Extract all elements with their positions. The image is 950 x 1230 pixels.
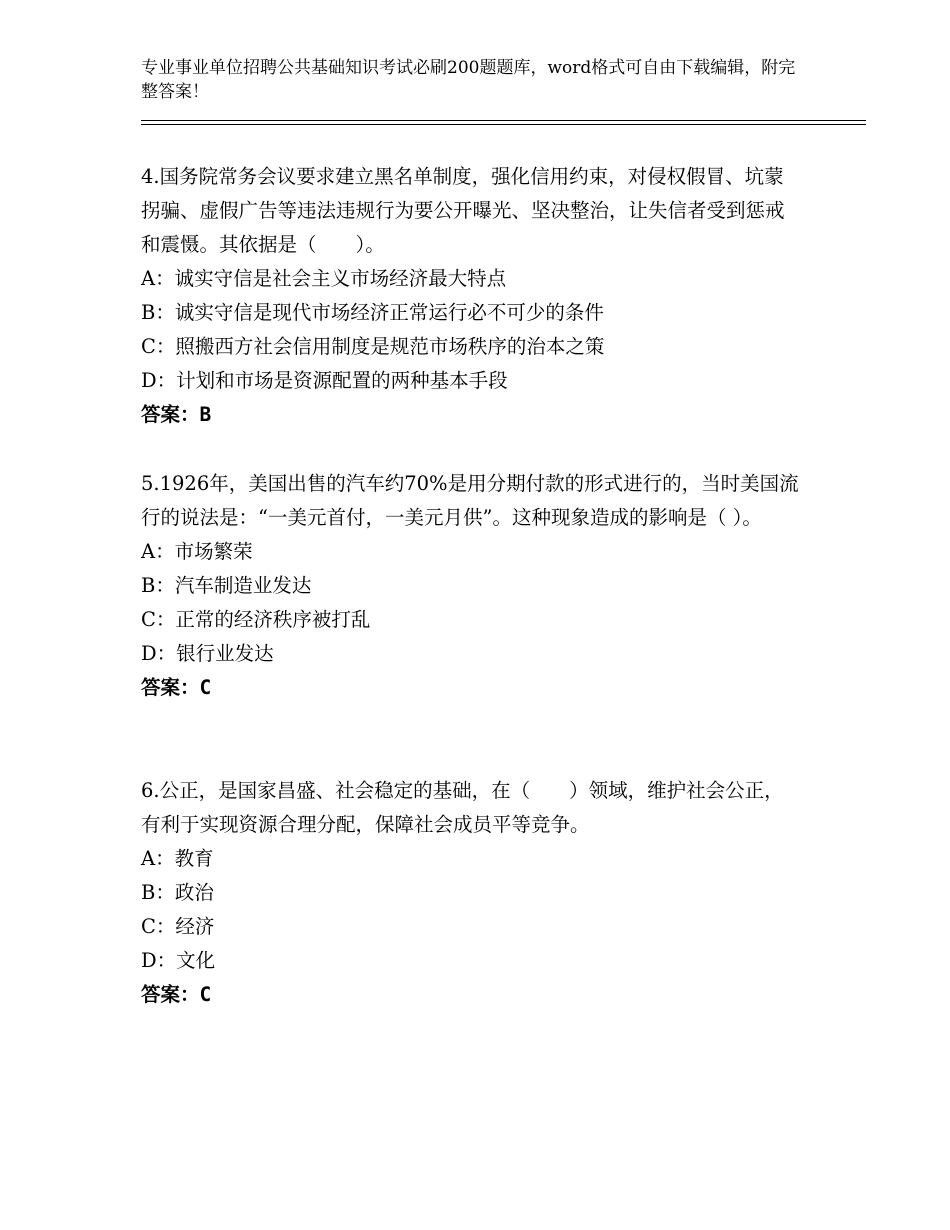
question-4	[141, 160, 801, 432]
header-text: 专业事业单位招聘公共基础知识考试必刷200题题库，word格式可自由下载编辑，附完整答案！	[141, 58, 796, 102]
option-c: C：正常的经济秩序被打乱	[141, 608, 371, 631]
document-header	[141, 56, 801, 104]
option-c: C：经济	[141, 915, 215, 938]
option-d: D：文化	[141, 949, 216, 972]
option-a: A：教育	[141, 847, 214, 870]
option-b: B：汽车制造业发达	[141, 574, 312, 597]
question-6	[141, 774, 801, 1012]
question-stem: 5.1926年，美国出售的汽车约70%是用分期付款的形式进行的，当时美国流行的说法是：“一美元首付，一美元月供”。这种现象造成的影响是（ ）。	[141, 472, 799, 529]
option-c: C：照搬西方社会信用制度是规范市场秩序的治本之策	[141, 335, 605, 358]
answer-value: C	[199, 676, 212, 699]
question-stem: 6.公正，是国家昌盛、社会稳定的基础，在（ ）领域，维护社会公正，有利于实现资源合理分配，保障社会成员平等竞争。	[141, 779, 784, 836]
answer-label: 答案：	[141, 676, 200, 699]
answer-value: B	[199, 403, 212, 426]
header-divider	[141, 120, 866, 125]
option-d: D：计划和市场是资源配置的两种基本手段	[141, 369, 508, 392]
answer-value: C	[199, 983, 212, 1006]
option-b: B：政治	[141, 881, 214, 904]
option-d: D：银行业发达	[141, 642, 274, 665]
answer-line	[141, 978, 801, 1012]
answer-line	[141, 671, 801, 705]
answer-line	[141, 398, 801, 432]
option-b: B：诚实守信是现代市场经济正常运行必不可少的条件	[141, 301, 604, 324]
answer-label: 答案：	[141, 403, 200, 426]
option-a: A：诚实守信是社会主义市场经济最大特点	[141, 267, 507, 290]
option-a: A：市场繁荣	[141, 540, 253, 563]
question-stem: 4.国务院常务会议要求建立黑名单制度，强化信用约束，对侵权假冒、坑蒙拐骗、虚假广告等违法违规行为要公开曝光、坚决整治，让失信者受到惩戒和震慑。其依据是（ ）。	[141, 165, 785, 256]
question-5	[141, 467, 801, 705]
answer-label: 答案：	[141, 983, 200, 1006]
